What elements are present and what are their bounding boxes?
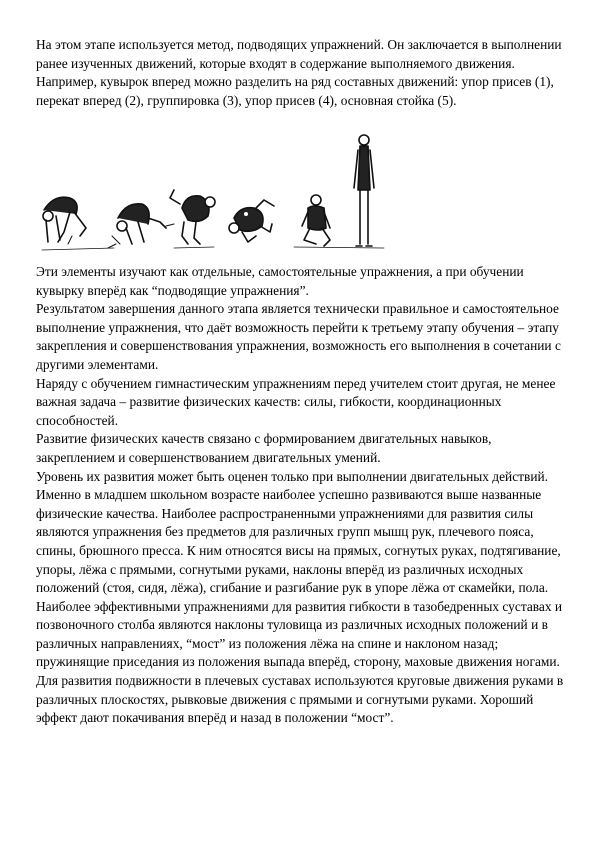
figure-4-tuck-roll [229, 200, 274, 242]
text-block-top [36, 36, 564, 110]
paragraph-physical-qualities-task: Наряду с обучением гимнастическим упражнениям перед учителем стоит другая, не менее важная задача – развитие физических качеств: силы, гибкости, координационных способностей. [36, 375, 556, 428]
somersault-figures-icon [34, 132, 394, 257]
text-block-bottom [36, 263, 564, 728]
paragraph-development-link: Развитие физических качеств связано с формированием двигательных навыков, закреплением и совершенствованием двигательных умений. [36, 431, 492, 465]
figure-2-roll-forward [108, 204, 166, 248]
paragraph-method: На этом этапе используется метод, подводящих упражнений. Он заключается в выполнении ранее изученных движений, которые входят в содержание выполняемого движения. Например, кувырок вперед можно разделить на ряд составных движений: упор присев (1), перекат вперед (2), группировка (3), упор присев (4), основная стойка (5). [36, 37, 562, 108]
paragraph-elements-study: Эти элементы изучают как отдельные, самостоятельные упражнения, а при обучении кувырку вперёд как “подводящие упражнения”. [36, 264, 524, 298]
paragraph-strength-exercises: Именно в младшем школьном возрасте наиболее успешно развиваются выше названные физические качества. Наиболее распространенными упражнениями для развития силы являются упражнения без предметов для различных групп мышц рук, плечевого пояса, спины, брюшного пресса. К ним относятся висы на прямых, согнутых руках, подтягивание, упоры, лёжа с прямыми, согнутыми руками, наклоны вперёд из различных исходных положений (стоя, сидя, лёжа), сгибание и разгибание рук в упоре лёжа от скамейки, пола. [36, 487, 561, 596]
figure-3-tuck [166, 190, 215, 244]
figure-6-main-stance [354, 135, 374, 246]
paragraph-flexibility-exercises: Наиболее эффективными упражнениями для развития гибкости в тазобедренных суставах и позвоночного столба являются наклоны туловища из различных исходных положений и в различных направлениях, “мост” из положения лёжа на спине и наклоном назад; пружинящие приседания из положения выпада вперёд, сторону, маховые движения ногами. Для развития подвижности в плечевых суставах используются круговые движения руками в различных плоскостях, рывковые движения с прямыми и согнутыми руками. Хороший эффект дают покачивания вперёд и назад в положении “мост”. [36, 598, 564, 726]
paragraph-stage-result: Результатом завершения данного этапа является технически правильное и самостоятельное выполнение упражнения, что даёт возможность перейти к третьему этапу обучения – этапу закрепления и совершенствования упражнения, возможность его выполнения в сочетании с другими элементами. [36, 301, 561, 372]
paragraph-level-assessment: Уровень их развития может быть оценен только при выполнении двигательных действий. [36, 468, 549, 484]
somersault-sequence-illustration [34, 132, 394, 257]
figure-5-squat-upright [302, 195, 330, 246]
figure-1-squat-support [43, 197, 86, 244]
